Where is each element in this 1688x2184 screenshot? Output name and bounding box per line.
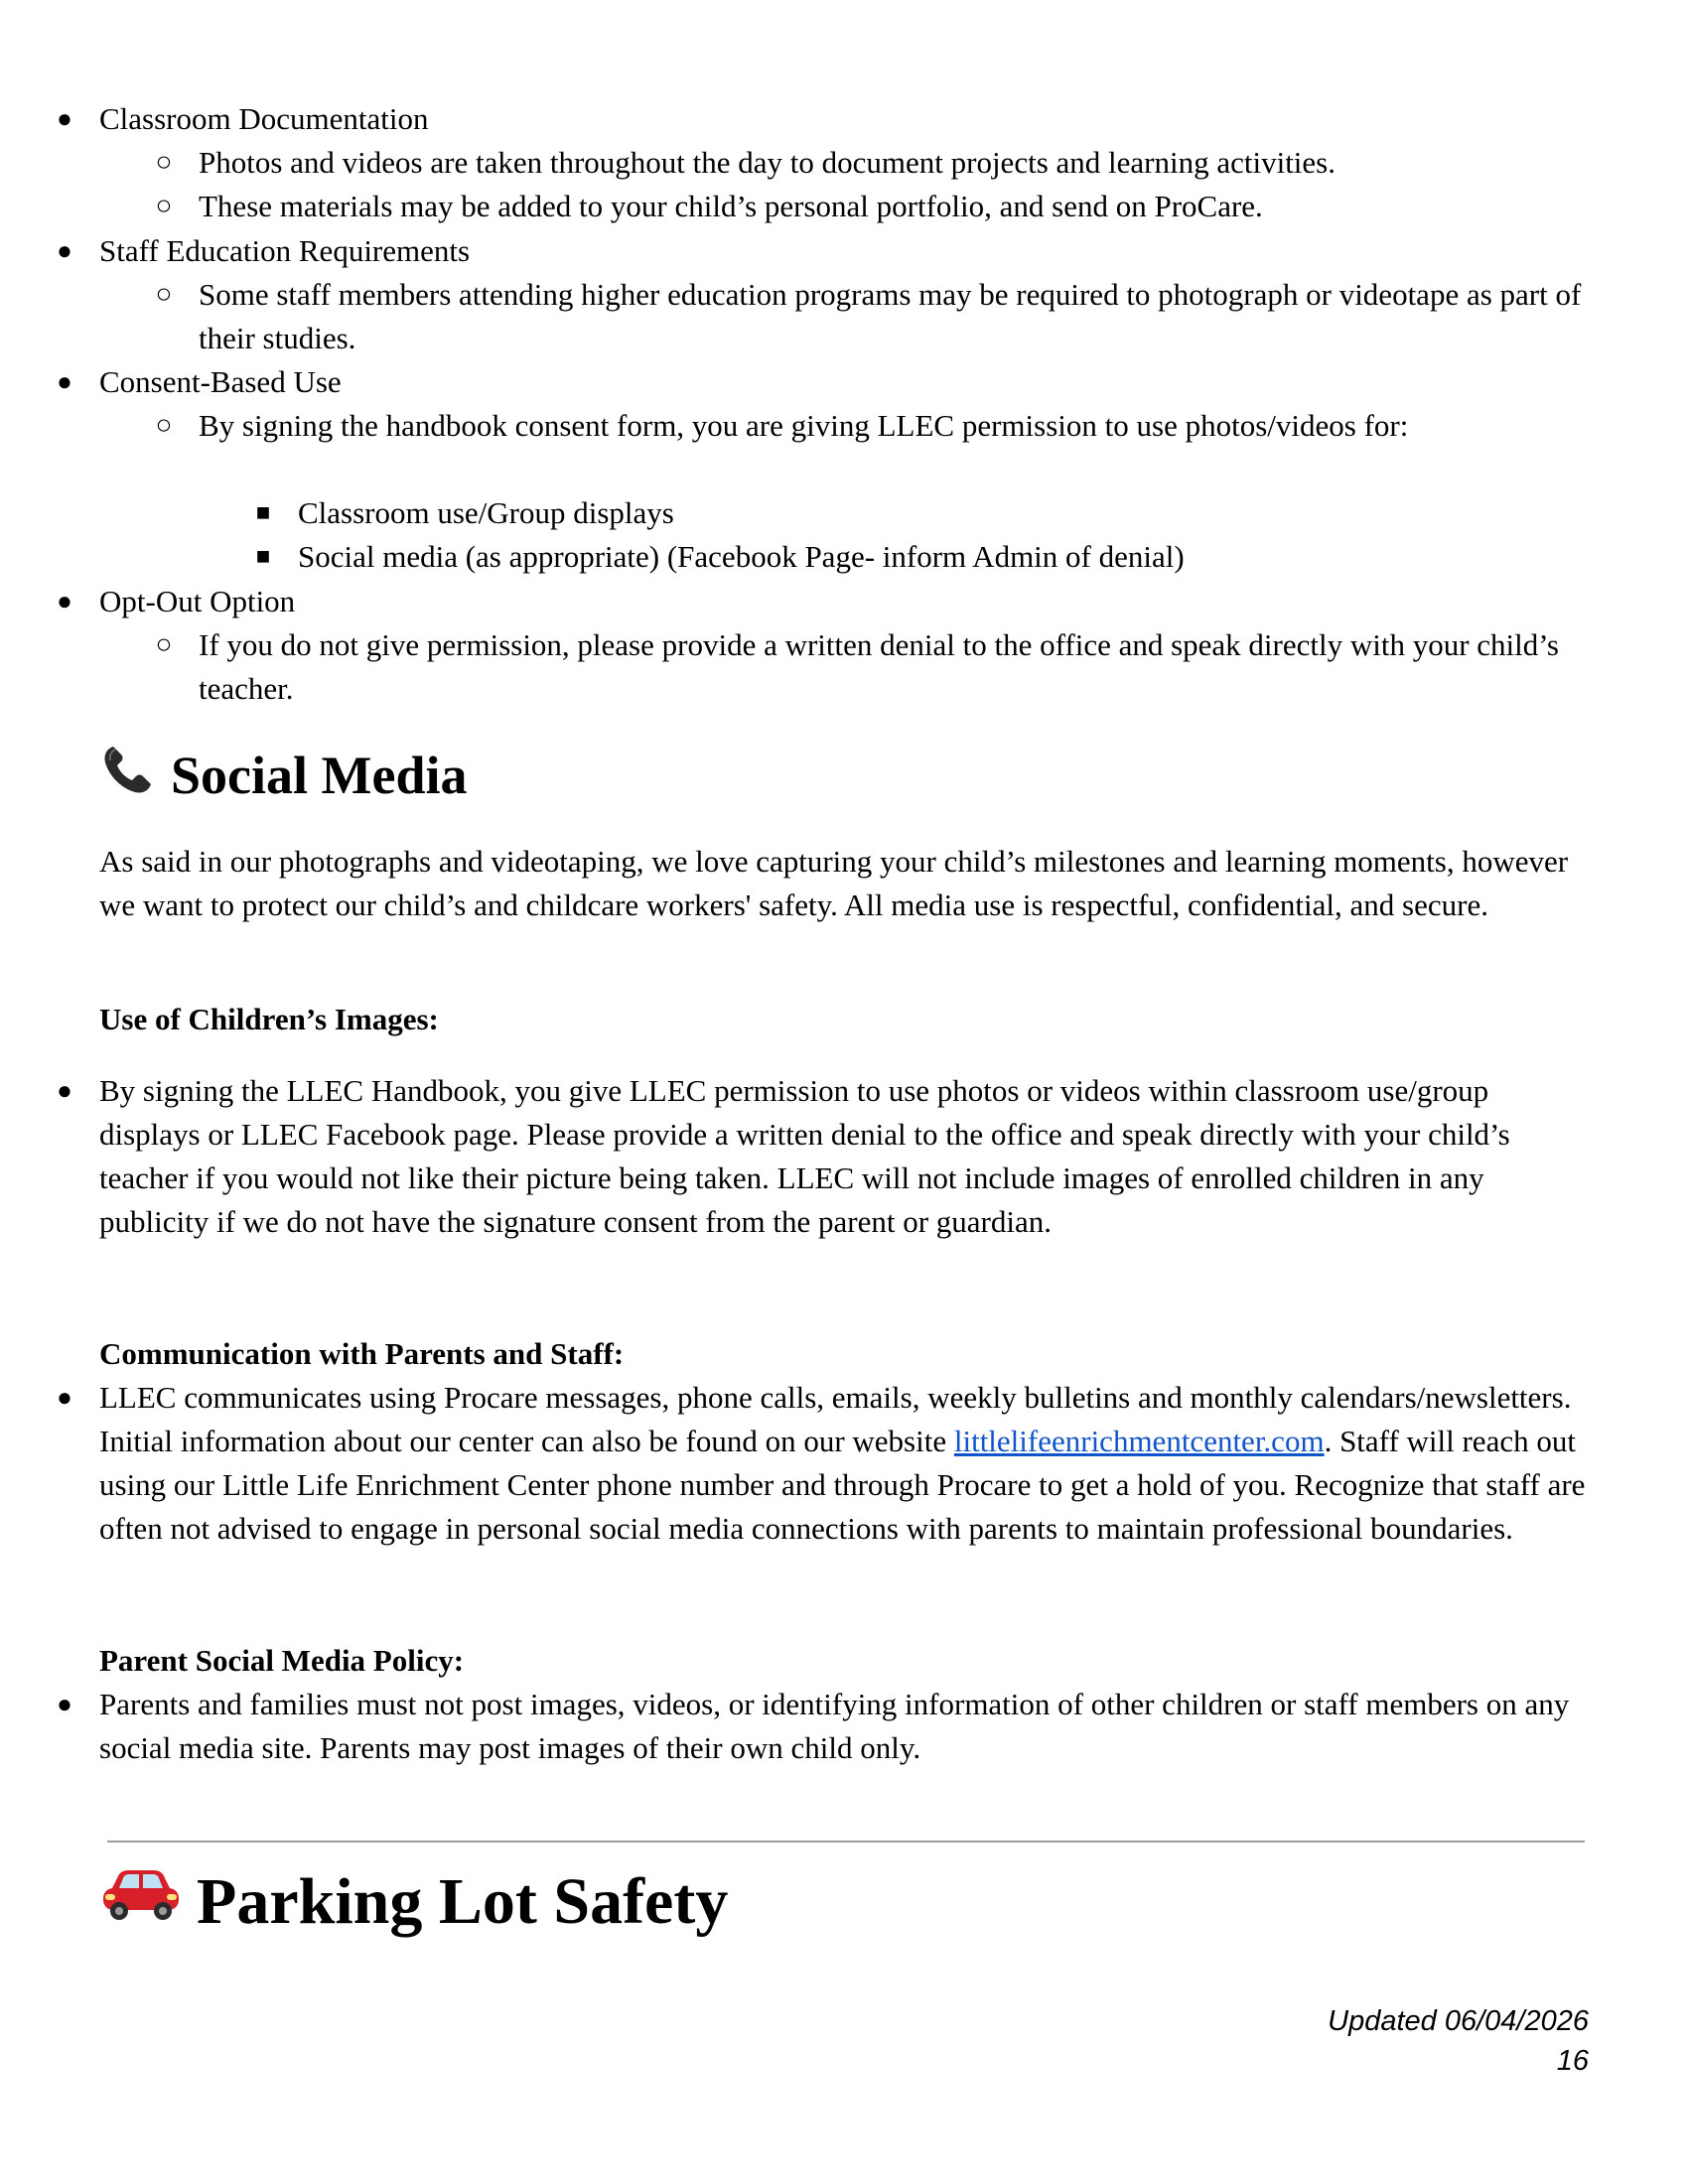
list-item: ○ These materials may be added to your child’s personal portfolio, and send on ProCare. bbox=[199, 185, 1589, 228]
hollow-bullet-icon: ○ bbox=[155, 410, 173, 441]
bullet-icon: ● bbox=[57, 236, 72, 265]
red-car-icon bbox=[99, 1864, 183, 1941]
list-item: ■ Classroom use/Group displays bbox=[298, 491, 1589, 535]
list-item: ● Classroom Documentation bbox=[99, 97, 1589, 141]
hollow-bullet-icon: ○ bbox=[155, 629, 173, 660]
horizontal-rule bbox=[107, 1841, 1585, 1843]
bullet-icon: ● bbox=[57, 1076, 72, 1105]
bullet-icon: ● bbox=[57, 587, 72, 615]
list-item: ● LLEC communicates using Procare messages, phone calls, emails, weekly bulletins and monthly calendars/newsletters. Initial information about our center can also be found on our website littlelifeenrichmentcenter.com. Staff will reach out using our Little Life Enrichment Center phone number and through Procare to get a hold of you. Recognize that staff are often not advised to engage in personal social media connections with parents to maintain professional boundaries. bbox=[99, 1376, 1589, 1551]
hollow-bullet-icon: ○ bbox=[155, 191, 173, 221]
square-bullet-icon: ■ bbox=[255, 500, 271, 526]
telephone-receiver-icon bbox=[99, 741, 157, 811]
list-item: ● Parents and families must not post images, videos, or identifying information of other children or staff members on any social media site. Parents may post images of their own child only. bbox=[99, 1683, 1589, 1770]
footer-updated-date: Updated 06/04/2026 bbox=[1328, 2005, 1589, 2037]
list-item: ● By signing the LLEC Handbook, you give LLEC permission to use photos or videos within classroom use/group displays or LLEC Facebook page. Please provide a written denial to the office and speak directly with your child’s teacher if you would not like their picture being taken. LLEC will not include images of enrolled children in any publicity if we do not have the signature consent from the parent or guardian. bbox=[99, 1069, 1589, 1244]
section-heading-social-media: Social Media bbox=[99, 741, 467, 810]
subheading: Use of Children’s Images: bbox=[99, 1002, 439, 1036]
bullet-icon: ● bbox=[57, 1383, 72, 1412]
list-item: ○ By signing the handbook consent form, you are giving LLEC permission to use photos/videos for: bbox=[199, 404, 1589, 448]
hollow-bullet-icon: ○ bbox=[155, 147, 173, 178]
square-bullet-icon: ■ bbox=[255, 544, 271, 570]
website-link[interactable]: littlelifeenrichmentcenter.com bbox=[953, 1424, 1325, 1458]
hollow-bullet-icon: ○ bbox=[155, 279, 173, 310]
list-item: ○ If you do not give permission, please provide a written denial to the office and speak directly with your child’s teacher. bbox=[199, 623, 1589, 711]
list-item: ● Consent-Based Use bbox=[99, 360, 1589, 404]
subheading: Parent Social Media Policy: bbox=[99, 1643, 465, 1678]
intro-paragraph: As said in our photographs and videotaping, we love capturing your child’s milestones and learning moments, however we want to protect our child’s and childcare workers' safety. All media use is respectful, confidential, and secure. bbox=[99, 844, 1569, 922]
page-number: 16 bbox=[1556, 2045, 1589, 2077]
section-heading-parking-lot-safety: Parking Lot Safety bbox=[99, 1862, 728, 1942]
list-item: ● Opt-Out Option bbox=[99, 580, 1589, 623]
list-item: ○ Photos and videos are taken throughout the day to document projects and learning activities. bbox=[199, 141, 1589, 185]
list-item: ○ Some staff members attending higher education programs may be required to photograph or videotape as part of their studies. bbox=[199, 273, 1589, 360]
list-item: ■ Social media (as appropriate) (Facebook Page- inform Admin of denial) bbox=[298, 535, 1589, 579]
list-item: ● Staff Education Requirements bbox=[99, 229, 1589, 273]
bullet-icon: ● bbox=[57, 367, 72, 396]
bullet-icon: ● bbox=[57, 104, 72, 133]
subheading: Communication with Parents and Staff: bbox=[99, 1336, 625, 1371]
bullet-icon: ● bbox=[57, 1690, 72, 1718]
